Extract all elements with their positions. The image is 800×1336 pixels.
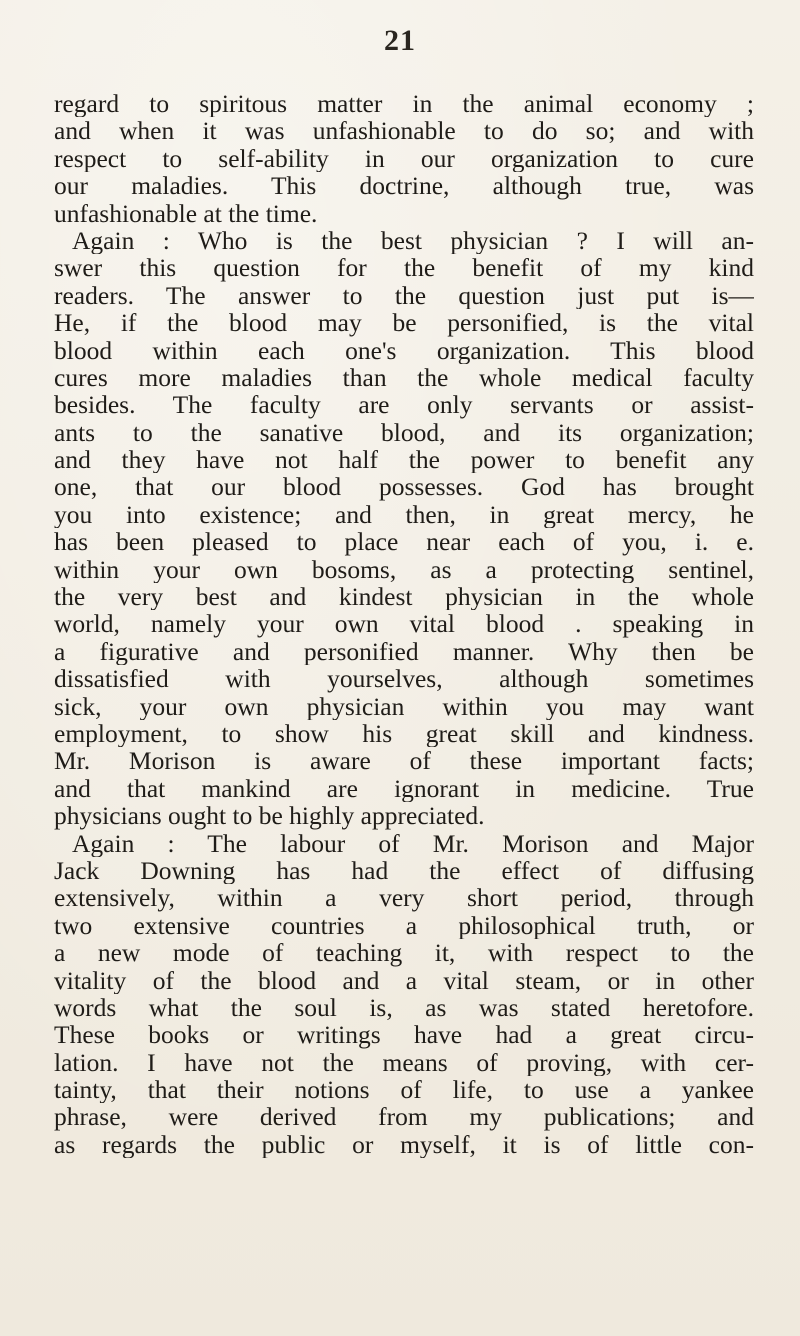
text-line: Jack Downing has had the effect of diffusing [54, 856, 754, 885]
text-line: blood within each one's organization. This blood [54, 336, 754, 364]
text-line: employment, to show his great skill and kindness. [54, 719, 754, 748]
text-line: swer this question for the benefit of my kind [54, 254, 754, 282]
text-line: phrase, were derived from my publications; and [54, 1103, 754, 1131]
text-line: and they have not half the power to benefit any [54, 446, 754, 474]
text-line: Mr. Morison is aware of these important facts; [54, 747, 754, 775]
text-line: you into existence; and then, in great mercy, he [54, 500, 754, 529]
text-line: a figurative and personified manner. Why then be [54, 637, 754, 666]
text-line: dissatisfied with yourselves, although sometimes [54, 665, 754, 693]
text-line: has been pleased to place near each of you, i. e. [54, 528, 754, 556]
text-line: respect to self-ability in our organization to cure [54, 144, 754, 173]
text-line: Again : Who is the best physician ? I will an- [72, 226, 754, 255]
text-line: our maladies. This doctrine, although true, was [54, 172, 754, 200]
text-line: ants to the sanative blood, and its organization; [54, 418, 754, 447]
text-line: extensively, within a very short period, through [54, 884, 754, 912]
text-line: These books or writings have had a great circu- [54, 1021, 754, 1049]
text-line: besides. The faculty are only servants or assist- [54, 391, 754, 419]
text-line: sick, your own physician within you may want [54, 692, 754, 720]
text-line: readers. The answer to the question just put is— [54, 281, 754, 310]
text-line: vitality of the blood and a vital steam, or in other [54, 966, 754, 994]
text-line: as regards the public or myself, it is of little con- [54, 1130, 754, 1159]
text-line: and when it was unfashionable to do so; and with [54, 117, 754, 145]
text-line: within your own bosoms, as a protecting sentinel, [54, 555, 754, 584]
text-line: and that mankind are ignorant in medicine. True [54, 774, 754, 803]
text-line: words what the soul is, as was stated heretofore. [54, 993, 754, 1022]
text-line: lation. I have not the means of proving, with cer- [54, 1048, 754, 1077]
text-line: a new mode of teaching it, with respect to the [54, 939, 754, 967]
page-number: 21 [384, 24, 416, 57]
text-line: the very best and kindest physician in the whole [54, 583, 754, 611]
text-line: one, that our blood possesses. God has brought [54, 473, 754, 501]
body-text [54, 90, 754, 1158]
text-line: world, namely your own vital blood . speaking in [54, 610, 754, 638]
text-line: physicians ought to be highly appreciated. [54, 802, 485, 830]
text-line: Again : The labour of Mr. Morison and Major [72, 829, 754, 857]
text-line: regard to spiritous matter in the animal economy ; [54, 90, 754, 118]
text-line: unfashionable at the time. [54, 199, 318, 227]
text-line: tainty, that their notions of life, to use a yankee [54, 1076, 754, 1104]
text-line: two extensive countries a philosophical truth, or [54, 911, 754, 940]
text-line: He, if the blood may be personified, is the vital [54, 309, 754, 337]
text-line: cures more maladies than the whole medical faculty [54, 363, 754, 392]
